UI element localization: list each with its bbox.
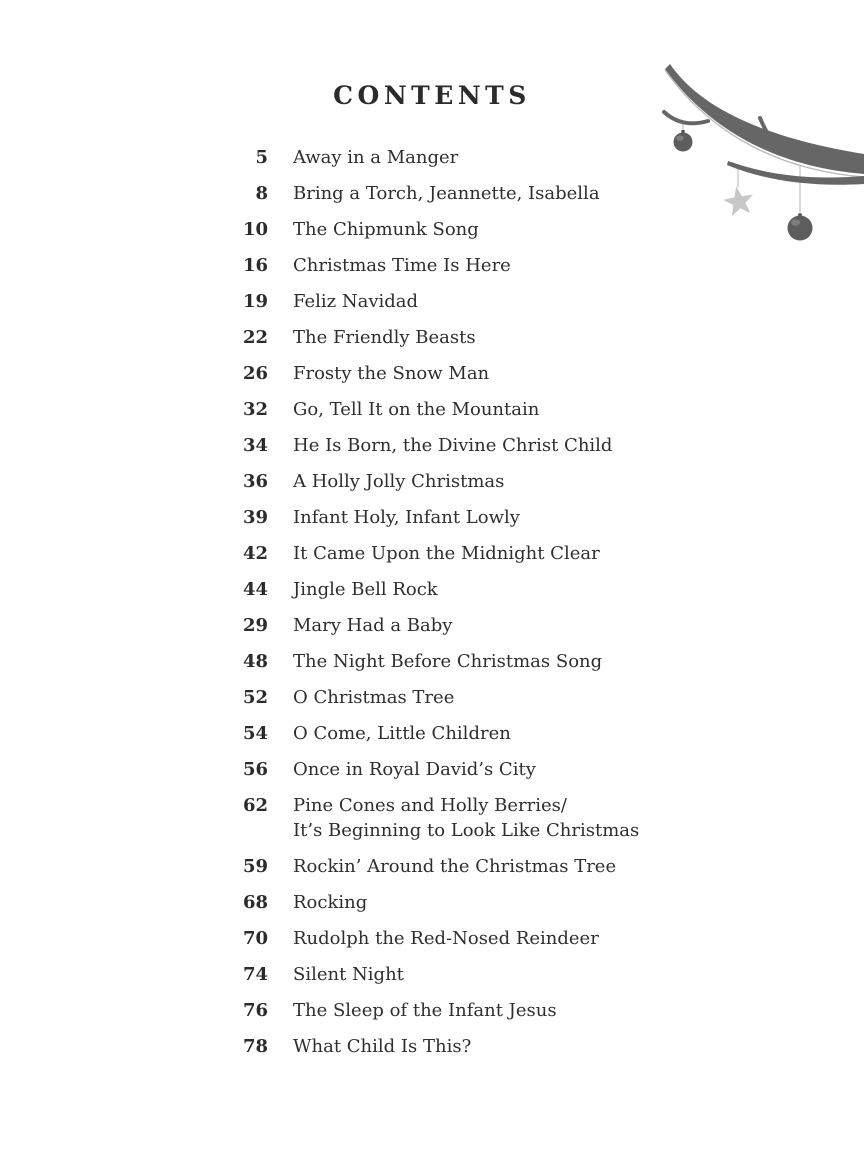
toc-song-title bbox=[293, 325, 476, 350]
toc-entry bbox=[228, 577, 864, 602]
toc-page-number: 74 bbox=[242, 964, 268, 985]
toc-song-title bbox=[293, 962, 404, 987]
toc-page-number: 62 bbox=[242, 795, 268, 816]
toc-page-number: 59 bbox=[242, 856, 268, 877]
toc-page-number: 29 bbox=[242, 615, 268, 636]
branch-illustration bbox=[634, 28, 864, 268]
toc-song-title-line: It Came Upon the Midnight Clear bbox=[293, 543, 600, 564]
toc-page-number: 8 bbox=[255, 183, 268, 204]
toc-page-number: 16 bbox=[242, 255, 268, 276]
toc-song-title-line: Rocking bbox=[293, 892, 368, 913]
toc-page-number: 36 bbox=[242, 471, 268, 492]
toc-song-title-line: It’s Beginning to Look Like Christmas bbox=[293, 820, 640, 841]
toc-page-number: 70 bbox=[242, 928, 268, 949]
toc-entry bbox=[228, 505, 864, 530]
toc-entry bbox=[228, 649, 864, 674]
toc-song-title bbox=[293, 685, 454, 710]
toc-song-title bbox=[293, 397, 539, 422]
toc-entry bbox=[228, 757, 864, 782]
ornament-ball bbox=[788, 216, 813, 241]
toc-entry bbox=[228, 926, 864, 951]
toc-song-title-line: A Holly Jolly Christmas bbox=[293, 471, 505, 492]
toc-song-title-line: Pine Cones and Holly Berries/ bbox=[293, 795, 567, 816]
ornament-highlight bbox=[791, 219, 800, 225]
toc-page-number: 54 bbox=[242, 723, 268, 744]
toc-page-number: 56 bbox=[242, 759, 268, 780]
branch-twig-left bbox=[664, 112, 708, 123]
toc-song-title bbox=[293, 721, 511, 746]
toc-song-title-line: Rockin’ Around the Christmas Tree bbox=[293, 856, 617, 877]
toc-entry bbox=[228, 433, 864, 458]
toc-entry bbox=[228, 289, 864, 314]
toc-entry bbox=[228, 721, 864, 746]
toc-song-title bbox=[293, 217, 479, 242]
toc-song-title-line: Infant Holy, Infant Lowly bbox=[293, 507, 520, 528]
toc-song-title-line: Once in Royal David’s City bbox=[293, 759, 536, 780]
toc-song-title bbox=[293, 1034, 471, 1059]
toc-entry bbox=[228, 1034, 864, 1059]
page-title: CONTENTS bbox=[333, 81, 531, 110]
toc-page-number: 52 bbox=[242, 687, 268, 708]
toc-song-title bbox=[293, 926, 599, 951]
toc-song-title-line: Jingle Bell Rock bbox=[293, 579, 438, 600]
toc-entry bbox=[228, 854, 864, 879]
toc-song-title bbox=[293, 145, 458, 170]
toc-song-title bbox=[293, 649, 602, 674]
toc-page-number: 34 bbox=[242, 435, 268, 456]
toc-song-title-line: What Child Is This? bbox=[293, 1036, 472, 1057]
toc-song-title bbox=[293, 505, 520, 530]
toc-song-title-line: Go, Tell It on the Mountain bbox=[293, 399, 540, 420]
toc-page-number: 78 bbox=[242, 1036, 268, 1057]
star-icon bbox=[721, 184, 756, 218]
toc-song-title-line: Feliz Navidad bbox=[293, 291, 419, 312]
toc-song-title bbox=[293, 998, 557, 1023]
toc-entry bbox=[228, 541, 864, 566]
toc-song-title-line: The Chipmunk Song bbox=[293, 219, 479, 240]
ornament-highlight bbox=[676, 135, 683, 140]
toc-page-number: 68 bbox=[242, 892, 268, 913]
toc-entry bbox=[228, 685, 864, 710]
ornament-ball-icon bbox=[788, 214, 813, 241]
toc-page-number: 26 bbox=[242, 363, 268, 384]
toc-page-number: 10 bbox=[242, 219, 268, 240]
toc-song-title bbox=[293, 289, 418, 314]
toc-list bbox=[228, 145, 864, 1059]
toc-song-title-line: Bring a Torch, Jeannette, Isabella bbox=[293, 183, 600, 204]
toc-page-number: 76 bbox=[242, 1000, 268, 1021]
toc-song-title bbox=[293, 181, 600, 206]
toc-song-title-line: He Is Born, the Divine Christ Child bbox=[293, 435, 613, 456]
toc-entry bbox=[228, 325, 864, 350]
toc-song-title-line: The Friendly Beasts bbox=[293, 327, 476, 348]
toc-entry bbox=[228, 962, 864, 987]
toc-entry bbox=[228, 998, 864, 1023]
toc-song-title-line: O Christmas Tree bbox=[293, 687, 455, 708]
toc-entry bbox=[228, 397, 864, 422]
toc-song-title bbox=[293, 890, 367, 915]
toc-song-title bbox=[293, 433, 612, 458]
toc-song-title-line: The Night Before Christmas Song bbox=[293, 651, 603, 672]
toc-song-title bbox=[293, 613, 452, 638]
ornament-ball-icon bbox=[674, 130, 693, 152]
toc-page-number: 48 bbox=[242, 651, 268, 672]
toc-page-number: 39 bbox=[242, 507, 268, 528]
toc-page-number: 32 bbox=[242, 399, 268, 420]
toc-page-number: 42 bbox=[242, 543, 268, 564]
toc-song-title bbox=[293, 253, 511, 278]
ornament-ball bbox=[674, 133, 693, 152]
toc-song-title-line: The Sleep of the Infant Jesus bbox=[293, 1000, 557, 1021]
toc-entry bbox=[228, 469, 864, 494]
toc-song-title-line: Frosty the Snow Man bbox=[293, 363, 490, 384]
toc-entry bbox=[228, 361, 864, 386]
toc-song-title bbox=[293, 541, 600, 566]
toc-song-title-line: Away in a Manger bbox=[293, 147, 459, 168]
toc-song-title-line: Christmas Time Is Here bbox=[293, 255, 511, 276]
toc-song-title bbox=[293, 469, 504, 494]
toc-song-title-line: Rudolph the Red-Nosed Reindeer bbox=[293, 928, 599, 949]
toc-page-number: 22 bbox=[242, 327, 268, 348]
toc-page-number: 5 bbox=[255, 147, 268, 168]
toc-entry bbox=[228, 793, 864, 843]
toc-entry bbox=[228, 890, 864, 915]
toc-song-title bbox=[293, 361, 489, 386]
toc-song-title bbox=[293, 577, 438, 602]
toc-song-title-line: Mary Had a Baby bbox=[293, 615, 453, 636]
toc-song-title-line: Silent Night bbox=[293, 964, 404, 985]
toc-entry bbox=[228, 613, 864, 638]
toc-song-title bbox=[293, 793, 639, 843]
toc-song-title-line: O Come, Little Children bbox=[293, 723, 511, 744]
toc-song-title bbox=[293, 757, 536, 782]
toc-page-number: 19 bbox=[242, 291, 268, 312]
toc-song-title bbox=[293, 854, 616, 879]
branch-main-stem bbox=[665, 64, 864, 174]
toc-page-number: 44 bbox=[242, 579, 268, 600]
